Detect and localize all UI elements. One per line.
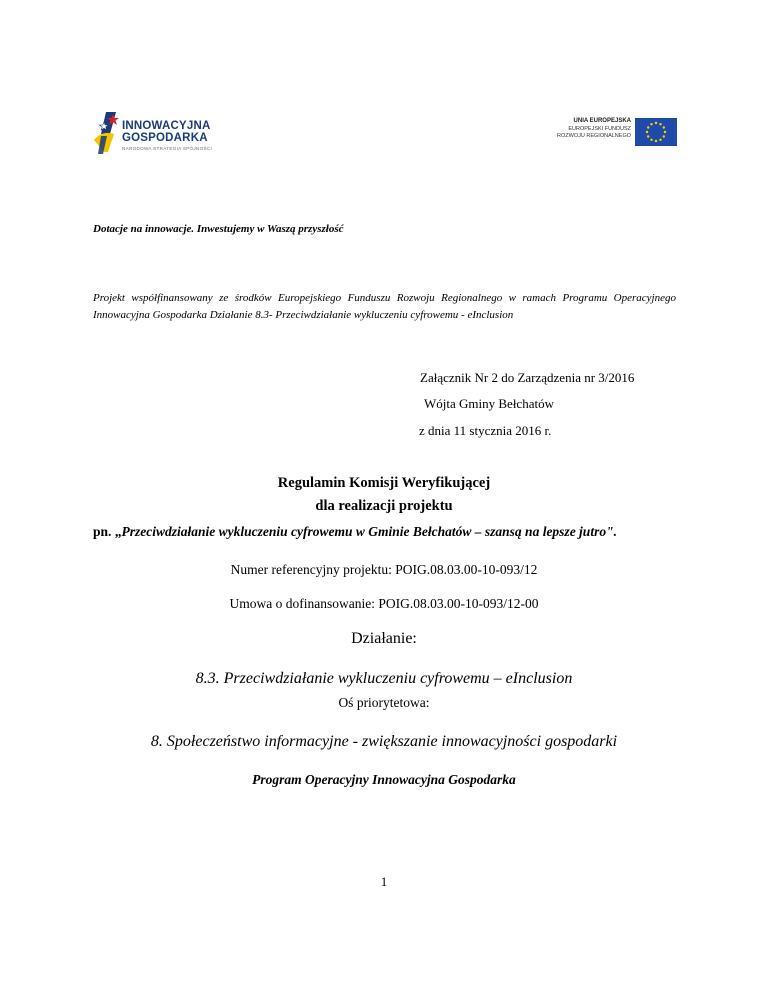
action-value: 8.3. Przeciwdziałanie wykluczeniu cyfrowemu – eInclusion bbox=[195, 670, 573, 687]
european-union-logo bbox=[545, 118, 677, 148]
annex-line3: z dnia 11 stycznia 2016 r. bbox=[419, 423, 552, 438]
eu-flag-icon bbox=[635, 118, 677, 146]
reference-number: Numer referencyjny projektu: POIG.08.03.00-10-093/12 bbox=[230, 562, 538, 577]
project-name-italic: Przeciwdziałanie wykluczeniu cyfrowemu w Gminie Bełchatów – szansą na lepsze jutro". bbox=[121, 524, 617, 539]
innowacyjna-gospodarka-emblem-icon bbox=[92, 110, 122, 156]
annex-line1: Załącznik Nr 2 do Zarządzenia nr 3/2016 bbox=[420, 370, 635, 385]
priority-axis-value: 8. Społeczeństwo informacyjne - zwiększanie innowacyjności gospodarki bbox=[150, 733, 618, 750]
agreement-number: Umowa o dofinansowanie: POIG.08.03.00-10-093/12-00 bbox=[229, 596, 539, 611]
eu-logo-line3: ROZWOJU REGIONALNEGO bbox=[557, 133, 631, 139]
eu-logo-line1: UNIA EUROPEJSKA bbox=[573, 118, 631, 124]
regulation-project-name bbox=[93, 524, 693, 540]
logo-subtitle: NARODOWA STRATEGIA SPÓJNOŚCI bbox=[122, 146, 213, 151]
logo-title-line1: INNOWACYJNA bbox=[122, 120, 211, 132]
priority-axis-label: Oś priorytetowa: bbox=[338, 695, 430, 710]
tagline: Dotacje na innowacje. Inwestujemy w Waszą przyszłość bbox=[93, 223, 344, 235]
regulation-title: Regulamin Komisji Weryfikującej bbox=[277, 475, 491, 491]
page-number: 1 bbox=[380, 874, 388, 889]
project-description: Projekt współfinansowany ze środków Europejskiego Funduszu Rozwoju Regionalnego w ramach Programu Operacyjnego Innowacyjna Gospodarka Działanie 8.3- Przeciwdziałanie wykluczeniu cyfrowemu - eInclusion bbox=[93, 292, 676, 321]
innowacyjna-gospodarka-logo bbox=[92, 110, 262, 160]
project-name-prefix: pn. „ bbox=[93, 524, 122, 539]
eu-logo-text bbox=[557, 118, 631, 141]
annex-line2: Wójta Gminy Bełchatów bbox=[424, 396, 554, 411]
program-name: Program Operacyjny Innowacyjna Gospodarka bbox=[252, 772, 516, 787]
regulation-subtitle: dla realizacji projektu bbox=[315, 498, 453, 514]
action-label: Działanie: bbox=[351, 630, 417, 647]
logo-title-line2: GOSPODARKA bbox=[122, 132, 208, 144]
eu-logo-line2: EUROPEJSKI FUNDUSZ bbox=[568, 125, 631, 132]
